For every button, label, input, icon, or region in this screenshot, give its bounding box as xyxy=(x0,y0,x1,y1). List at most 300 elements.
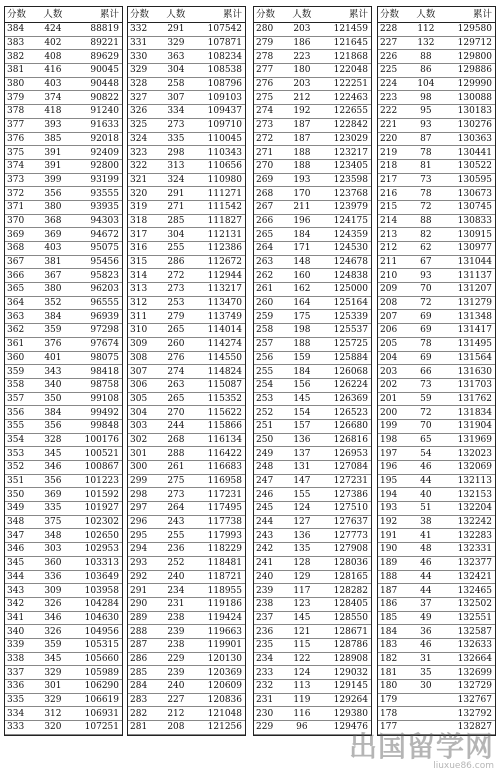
score-cell: 314 xyxy=(128,269,159,283)
count-cell: 240 xyxy=(159,680,193,694)
count-cell: 129 xyxy=(285,570,319,584)
table-row xyxy=(128,214,245,228)
table-row xyxy=(254,159,371,173)
score-cell: 252 xyxy=(254,406,285,420)
score-cell: 217 xyxy=(378,173,409,187)
table-row xyxy=(128,419,245,433)
cumulative-cell: 121645 xyxy=(319,36,371,50)
count-cell: 243 xyxy=(159,515,193,529)
score-cell: 291 xyxy=(128,584,159,598)
score-cell: 261 xyxy=(254,283,285,297)
score-cell: 382 xyxy=(5,50,36,64)
table-row xyxy=(254,105,371,119)
column-header: 人数 xyxy=(409,7,443,23)
score-cell: 297 xyxy=(128,502,159,516)
cumulative-cell: 131969 xyxy=(443,433,495,447)
cumulative-cell: 112131 xyxy=(193,228,245,242)
count-cell: 384 xyxy=(36,406,70,420)
column-header: 累计 xyxy=(193,7,245,23)
cumulative-cell: 121459 xyxy=(319,23,371,37)
table-row xyxy=(128,515,245,529)
table-row xyxy=(378,118,495,132)
count-cell: 346 xyxy=(36,461,70,475)
count-cell: 36 xyxy=(409,625,443,639)
table-row xyxy=(254,584,371,598)
score-cell: 251 xyxy=(254,419,285,433)
count-cell: 98 xyxy=(409,91,443,105)
watermark xyxy=(348,730,494,771)
table-row xyxy=(378,64,495,78)
cumulative-cell: 115622 xyxy=(193,406,245,420)
cumulative-cell: 131044 xyxy=(443,255,495,269)
score-cell: 232 xyxy=(254,680,285,694)
column-header: 分数 xyxy=(128,7,159,23)
count-cell: 391 xyxy=(36,146,70,160)
score-cell: 205 xyxy=(378,337,409,351)
score-cell: 289 xyxy=(128,611,159,625)
count-cell: 238 xyxy=(159,638,193,652)
cumulative-cell: 127773 xyxy=(319,529,371,543)
score-cell: 370 xyxy=(5,214,36,228)
table-row xyxy=(128,447,245,461)
score-cell: 305 xyxy=(128,392,159,406)
count-cell: 132 xyxy=(409,36,443,50)
count-cell: 35 xyxy=(409,666,443,680)
cumulative-cell: 90822 xyxy=(70,91,122,105)
score-cell: 340 xyxy=(5,625,36,639)
score-cell: 333 xyxy=(5,721,36,735)
score-cell: 308 xyxy=(128,351,159,365)
table-row xyxy=(128,625,245,639)
count-cell: 227 xyxy=(159,693,193,707)
count-cell: 265 xyxy=(159,324,193,338)
score-cell: 321 xyxy=(128,173,159,187)
count-cell: 104 xyxy=(409,77,443,91)
count-cell: 193 xyxy=(285,173,319,187)
count-cell: 122 xyxy=(285,652,319,666)
count-cell: 136 xyxy=(285,433,319,447)
count-cell: 112 xyxy=(409,23,443,37)
count-cell: 223 xyxy=(285,50,319,64)
table-row xyxy=(378,337,495,351)
cumulative-cell: 110980 xyxy=(193,173,245,187)
cumulative-cell: 115866 xyxy=(193,419,245,433)
score-cell: 338 xyxy=(5,652,36,666)
count-cell: 285 xyxy=(159,214,193,228)
table-row xyxy=(5,23,122,37)
count-cell: 82 xyxy=(409,228,443,242)
count-cell: 380 xyxy=(36,283,70,297)
count-cell: 171 xyxy=(285,242,319,256)
score-cell: 195 xyxy=(378,474,409,488)
score-cell: 229 xyxy=(254,721,285,735)
score-cell: 303 xyxy=(128,419,159,433)
table-row xyxy=(128,187,245,201)
count-cell: 356 xyxy=(36,474,70,488)
table-row xyxy=(378,638,495,652)
cumulative-cell: 126816 xyxy=(319,433,371,447)
score-cell: 294 xyxy=(128,543,159,557)
score-cell: 199 xyxy=(378,419,409,433)
table-row xyxy=(128,611,245,625)
score-cell: 193 xyxy=(378,502,409,516)
count-cell: 258 xyxy=(159,77,193,91)
count-cell: 298 xyxy=(159,146,193,160)
count-cell: 81 xyxy=(409,159,443,173)
cumulative-cell: 118481 xyxy=(193,556,245,570)
count-cell: 359 xyxy=(36,324,70,338)
table-row xyxy=(378,652,495,666)
cumulative-cell: 132729 xyxy=(443,680,495,694)
score-cell: 213 xyxy=(378,228,409,242)
count-cell: 46 xyxy=(409,638,443,652)
table-row xyxy=(128,146,245,160)
table-row xyxy=(378,447,495,461)
count-cell: 356 xyxy=(36,419,70,433)
table-row xyxy=(5,310,122,324)
score-cell: 274 xyxy=(254,105,285,119)
cumulative-cell: 101223 xyxy=(70,474,122,488)
table-row xyxy=(5,666,122,680)
count-cell: 261 xyxy=(159,461,193,475)
count-cell: 93 xyxy=(409,269,443,283)
cumulative-cell: 126224 xyxy=(319,378,371,392)
table-row xyxy=(254,296,371,310)
cumulative-cell: 123029 xyxy=(319,132,371,146)
table-row xyxy=(128,556,245,570)
table-row xyxy=(378,707,495,721)
table-row xyxy=(128,365,245,379)
table-row xyxy=(5,611,122,625)
score-cell: 286 xyxy=(128,652,159,666)
score-cell: 304 xyxy=(128,406,159,420)
cumulative-cell: 132502 xyxy=(443,597,495,611)
cumulative-cell: 127386 xyxy=(319,488,371,502)
score-cell: 307 xyxy=(128,365,159,379)
score-cell: 344 xyxy=(5,570,36,584)
count-cell: 229 xyxy=(159,652,193,666)
watermark-brand: 出国留学网 xyxy=(348,730,494,763)
table-row xyxy=(378,159,495,173)
score-cell: 221 xyxy=(378,118,409,132)
table-row xyxy=(254,392,371,406)
score-cell: 328 xyxy=(128,77,159,91)
score-cell: 316 xyxy=(128,242,159,256)
score-cell: 272 xyxy=(254,132,285,146)
table-row xyxy=(378,146,495,160)
count-cell: 186 xyxy=(285,36,319,50)
score-cell: 375 xyxy=(5,146,36,160)
cumulative-cell: 123979 xyxy=(319,200,371,214)
table-row xyxy=(378,187,495,201)
count-cell: 271 xyxy=(159,200,193,214)
table-row xyxy=(128,228,245,242)
cumulative-cell: 130363 xyxy=(443,132,495,146)
table-row xyxy=(254,365,371,379)
count-cell: 418 xyxy=(36,105,70,119)
count-cell: 162 xyxy=(285,283,319,297)
score-cell: 276 xyxy=(254,77,285,91)
count-cell: 188 xyxy=(285,337,319,351)
cumulative-cell: 103958 xyxy=(70,584,122,598)
score-cell: 342 xyxy=(5,597,36,611)
count-cell: 188 xyxy=(285,159,319,173)
score-cell: 222 xyxy=(378,105,409,119)
cumulative-cell: 101927 xyxy=(70,502,122,516)
score-cell: 275 xyxy=(254,91,285,105)
count-cell: 253 xyxy=(159,296,193,310)
count-cell: 198 xyxy=(285,324,319,338)
table-row xyxy=(5,118,122,132)
cumulative-cell: 114550 xyxy=(193,351,245,365)
table-row xyxy=(128,105,245,119)
count-cell: 328 xyxy=(36,433,70,447)
score-cell: 202 xyxy=(378,378,409,392)
table-row xyxy=(5,693,122,707)
cumulative-cell: 128165 xyxy=(319,570,371,584)
count-cell: 391 xyxy=(36,159,70,173)
table-row xyxy=(254,132,371,146)
cumulative-cell: 97298 xyxy=(70,324,122,338)
cumulative-cell: 128671 xyxy=(319,625,371,639)
count-cell: 307 xyxy=(159,91,193,105)
cumulative-cell: 127084 xyxy=(319,461,371,475)
score-cell: 265 xyxy=(254,228,285,242)
score-cell: 309 xyxy=(128,337,159,351)
table-row xyxy=(378,502,495,516)
count-cell: 135 xyxy=(285,543,319,557)
table-row xyxy=(128,584,245,598)
score-cell: 371 xyxy=(5,200,36,214)
count-cell: 212 xyxy=(159,707,193,721)
count-cell: 155 xyxy=(285,488,319,502)
count-cell: 408 xyxy=(36,50,70,64)
score-cell: 345 xyxy=(5,556,36,570)
cumulative-cell: 105315 xyxy=(70,638,122,652)
cumulative-cell: 89221 xyxy=(70,36,122,50)
count-cell: 265 xyxy=(159,392,193,406)
score-cell: 327 xyxy=(128,91,159,105)
cumulative-cell: 132587 xyxy=(443,625,495,639)
count-cell: 268 xyxy=(159,433,193,447)
count-cell: 359 xyxy=(36,638,70,652)
count-cell: 381 xyxy=(36,255,70,269)
table-row xyxy=(378,570,495,584)
table-row xyxy=(5,159,122,173)
cumulative-cell: 132069 xyxy=(443,461,495,475)
table-row xyxy=(378,611,495,625)
table-row xyxy=(378,584,495,598)
cumulative-cell: 100867 xyxy=(70,461,122,475)
cumulative-cell: 93555 xyxy=(70,187,122,201)
table-row xyxy=(5,36,122,50)
count-cell: 40 xyxy=(409,488,443,502)
cumulative-cell: 95823 xyxy=(70,269,122,283)
cumulative-cell: 122655 xyxy=(319,105,371,119)
score-cell: 295 xyxy=(128,529,159,543)
table-row xyxy=(5,556,122,570)
score-cell: 267 xyxy=(254,200,285,214)
cumulative-cell: 111542 xyxy=(193,200,245,214)
cumulative-cell: 131348 xyxy=(443,310,495,324)
table-row xyxy=(128,392,245,406)
cumulative-cell: 104630 xyxy=(70,611,122,625)
score-cell: 270 xyxy=(254,159,285,173)
score-cell: 284 xyxy=(128,680,159,694)
cumulative-cell: 129580 xyxy=(443,23,495,37)
cumulative-cell: 119424 xyxy=(193,611,245,625)
cumulative-cell: 92018 xyxy=(70,132,122,146)
score-cell: 225 xyxy=(378,64,409,78)
cumulative-cell: 127510 xyxy=(319,502,371,516)
table-row xyxy=(5,337,122,351)
count-cell: 380 xyxy=(36,200,70,214)
table-row xyxy=(5,255,122,269)
score-cell: 348 xyxy=(5,515,36,529)
score-panel-2 xyxy=(127,6,246,736)
count-cell: 313 xyxy=(159,159,193,173)
table-row xyxy=(128,488,245,502)
count-cell: 88 xyxy=(409,214,443,228)
count-cell: 73 xyxy=(409,173,443,187)
cumulative-cell: 99848 xyxy=(70,419,122,433)
score-cell: 320 xyxy=(128,187,159,201)
table-row xyxy=(254,461,371,475)
count-cell: 324 xyxy=(159,173,193,187)
table-row xyxy=(378,693,495,707)
count-cell: 30 xyxy=(409,680,443,694)
cumulative-cell: 90448 xyxy=(70,77,122,91)
cumulative-cell: 100521 xyxy=(70,447,122,461)
score-cell: 201 xyxy=(378,392,409,406)
table-row xyxy=(254,611,371,625)
count-cell: 148 xyxy=(285,255,319,269)
cumulative-cell: 98075 xyxy=(70,351,122,365)
count-cell: 231 xyxy=(159,597,193,611)
table-row xyxy=(254,36,371,50)
cumulative-cell: 131279 xyxy=(443,296,495,310)
score-cell: 242 xyxy=(254,543,285,557)
cumulative-cell: 132153 xyxy=(443,488,495,502)
watermark-url: liuxue86.com xyxy=(433,761,494,771)
table-row xyxy=(128,23,245,37)
cumulative-cell: 106619 xyxy=(70,693,122,707)
count-cell: 360 xyxy=(36,556,70,570)
cumulative-cell: 125537 xyxy=(319,324,371,338)
score-cell: 343 xyxy=(5,584,36,598)
cumulative-cell: 123217 xyxy=(319,146,371,160)
count-cell: 78 xyxy=(409,337,443,351)
count-cell: 72 xyxy=(409,406,443,420)
cumulative-cell: 131137 xyxy=(443,269,495,283)
score-cell: 372 xyxy=(5,187,36,201)
count-cell: 127 xyxy=(285,515,319,529)
cumulative-cell: 100176 xyxy=(70,433,122,447)
cumulative-cell: 130977 xyxy=(443,242,495,256)
table-row xyxy=(128,707,245,721)
score-cell: 366 xyxy=(5,269,36,283)
table-row xyxy=(5,447,122,461)
cumulative-cell: 96555 xyxy=(70,296,122,310)
cumulative-cell: 123598 xyxy=(319,173,371,187)
score-panel-3 xyxy=(253,6,372,736)
table-row xyxy=(5,200,122,214)
table-row xyxy=(5,173,122,187)
score-cell: 230 xyxy=(254,707,285,721)
score-cell: 207 xyxy=(378,310,409,324)
count-cell: 369 xyxy=(36,488,70,502)
count-cell: 86 xyxy=(409,64,443,78)
count-cell: 274 xyxy=(159,365,193,379)
cumulative-cell: 131834 xyxy=(443,406,495,420)
table-row xyxy=(378,543,495,557)
table-row xyxy=(128,173,245,187)
cumulative-cell: 116958 xyxy=(193,474,245,488)
score-cell: 331 xyxy=(128,36,159,50)
cumulative-cell: 129145 xyxy=(319,680,371,694)
cumulative-cell: 114014 xyxy=(193,324,245,338)
table-row xyxy=(5,269,122,283)
score-cell: 285 xyxy=(128,666,159,680)
count-cell: 128 xyxy=(285,556,319,570)
cumulative-cell: 113470 xyxy=(193,296,245,310)
score-cell: 299 xyxy=(128,474,159,488)
score-cell: 214 xyxy=(378,214,409,228)
cumulative-cell: 130276 xyxy=(443,118,495,132)
table-row xyxy=(378,433,495,447)
cumulative-cell: 132792 xyxy=(443,707,495,721)
table-row xyxy=(254,693,371,707)
cumulative-cell: 128405 xyxy=(319,597,371,611)
cumulative-cell: 107871 xyxy=(193,36,245,50)
score-cell: 373 xyxy=(5,173,36,187)
cumulative-cell: 124678 xyxy=(319,255,371,269)
cumulative-cell: 117738 xyxy=(193,515,245,529)
table-row xyxy=(128,269,245,283)
cumulative-cell: 129990 xyxy=(443,77,495,91)
score-cell: 351 xyxy=(5,474,36,488)
count-cell: 203 xyxy=(285,77,319,91)
table-row xyxy=(254,447,371,461)
table-row xyxy=(254,200,371,214)
score-cell: 181 xyxy=(378,666,409,680)
count-cell: 159 xyxy=(285,351,319,365)
table-row xyxy=(128,543,245,557)
cumulative-cell: 112944 xyxy=(193,269,245,283)
count-cell: 303 xyxy=(36,543,70,557)
table-row xyxy=(5,77,122,91)
score-cell: 368 xyxy=(5,242,36,256)
count-cell: 336 xyxy=(36,570,70,584)
score-cell: 325 xyxy=(128,118,159,132)
cumulative-cell: 131904 xyxy=(443,419,495,433)
score-cell: 323 xyxy=(128,146,159,160)
count-cell: 239 xyxy=(159,625,193,639)
score-cell: 329 xyxy=(128,64,159,78)
table-row xyxy=(5,543,122,557)
score-cell: 234 xyxy=(254,652,285,666)
cumulative-cell: 97674 xyxy=(70,337,122,351)
score-cell: 254 xyxy=(254,378,285,392)
score-cell: 182 xyxy=(378,652,409,666)
score-cell: 355 xyxy=(5,419,36,433)
table-row xyxy=(378,680,495,694)
score-cell: 332 xyxy=(128,23,159,37)
cumulative-cell: 104956 xyxy=(70,625,122,639)
score-cell: 194 xyxy=(378,488,409,502)
table-row xyxy=(254,556,371,570)
count-cell: 69 xyxy=(409,324,443,338)
